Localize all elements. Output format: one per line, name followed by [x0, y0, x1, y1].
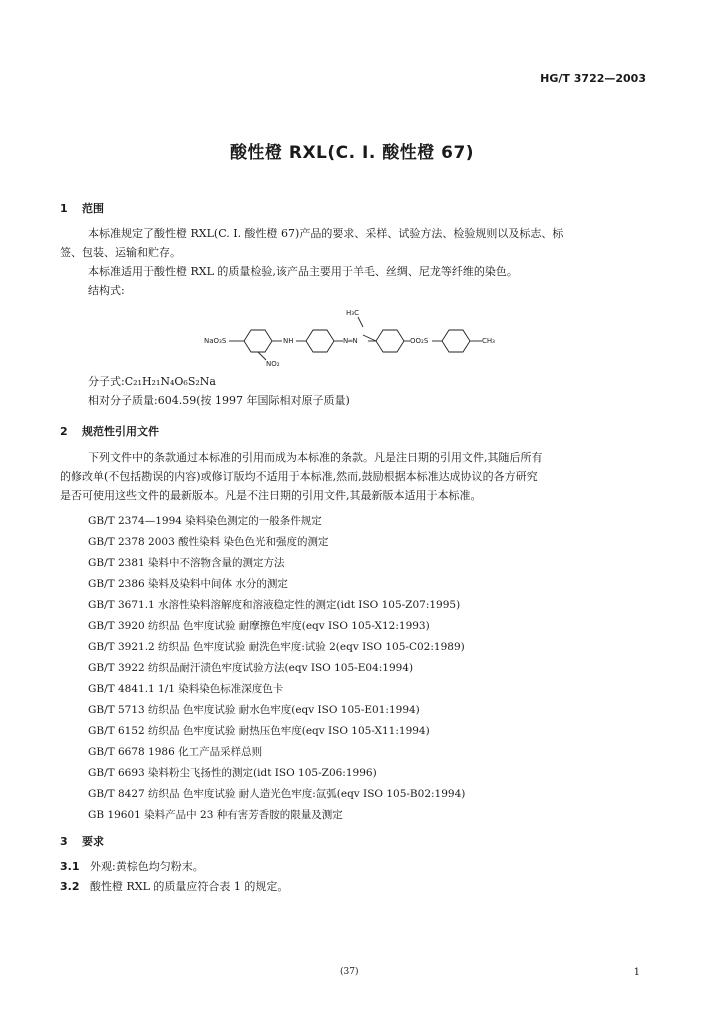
references-intro-line-2: 的修改单(不包括勘误的内容)或修订版均不适用于本标准,然而,鼓励根据本标准达成协议的各方研究: [60, 470, 538, 483]
requirement-item: 3.1 外观:黄棕色均匀粉末。: [60, 860, 204, 873]
scope-paragraph-1: 本标准规定了酸性橙 RXL(C. I. 酸性橙 67)产品的要求、采样、试验方法、检验规则以及标志、标: [88, 227, 564, 240]
structure-label: 结构式:: [88, 284, 125, 297]
reference-item: GB/T 4841.1 1/1 染料染色标准深度色卡: [88, 683, 284, 695]
benzene-ring-3: [376, 330, 404, 352]
no2-label: NO₂: [266, 360, 280, 368]
reference-item: GB/T 3921.2 纺织品 色牢度试验 耐洗色牢度:试验 2(eqv ISO 105-C02:1989): [88, 641, 465, 653]
molecular-mass: 相对分子质量:604.59(按 1997 年国际相对原子质量): [88, 394, 350, 407]
references-intro-line-3: 是否可使用这些文件的最新版本。凡是不注日期的引用文件,其最新版本适用于本标准。: [60, 489, 482, 502]
scope-paragraph-1-cont: 签、包装、运输和贮存。: [60, 246, 181, 259]
section-3-heading: 3 要求: [60, 835, 104, 848]
azo-label: N═N: [343, 337, 358, 345]
benzene-ring-1: [244, 330, 272, 352]
reference-item: GB/T 2374—1994 染料染色测定的一般条件规定: [88, 515, 322, 527]
reference-item: GB/T 2378 2003 酸性染料 染色色光和强度的测定: [88, 536, 329, 548]
page-title: 酸性橙 RXL(C. I. 酸性橙 67): [229, 143, 475, 163]
section-2-heading: 2 规范性引用文件: [60, 425, 159, 438]
nh-label: NH: [283, 337, 294, 345]
page-number: 1: [633, 967, 640, 978]
reference-item: GB/T 6693 染料粉尘飞扬性的测定(idt ISO 105-Z06:1996): [88, 767, 377, 779]
requirement-item: 3.2 酸性橙 RXL 的质量应符合表 1 的规定。: [60, 880, 289, 893]
reference-item: GB/T 8427 纺织品 色牢度试验 耐人造光色牢度:氙弧(eqv ISO 105-B02:1994): [88, 788, 466, 800]
structural-formula: [200, 305, 520, 370]
reference-item: GB/T 6152 纺织品 色牢度试验 耐热压色牢度(eqv ISO 105-X11:1994): [88, 725, 430, 737]
reference-item: GB/T 5713 纺织品 色牢度试验 耐水色牢度(eqv ISO 105-E01:1994): [88, 704, 420, 716]
reference-item: GB/T 6678 1986 化工产品采样总则: [88, 746, 263, 758]
molecular-formula: 分子式:C₂₁H₂₁N₄O₆S₂Na: [88, 375, 216, 388]
naso3-label: NaO₃S: [204, 337, 227, 345]
reference-item: GB/T 2381 染料中不溶物含量的测定方法: [88, 557, 285, 569]
reference-item: GB/T 3922 纺织品耐汗渍色牢度试验方法(eqv ISO 105-E04:1994): [88, 662, 414, 674]
benzene-ring-2: [306, 330, 334, 352]
footer-page-code: (37): [340, 967, 359, 977]
references-intro-line-1: 下列文件中的条款通过本标准的引用而成为本标准的条款。凡是注日期的引用文件,其随后所有: [88, 451, 543, 464]
reference-item: GB 19601 染料产品中 23 种有害芳香胺的限量及测定: [88, 809, 343, 821]
h3c-label: H₃C: [346, 309, 359, 317]
section-1-heading: 1 范围: [60, 202, 104, 215]
standard-number: HG/T 3722—2003: [540, 72, 646, 85]
scope-paragraph-2: 本标准适用于酸性橙 RXL 的质量检验,该产品主要用于羊毛、丝绸、尼龙等纤维的染色。: [88, 265, 518, 278]
reference-item: GB/T 3671.1 水溶性染料溶解度和溶液稳定性的测定(idt ISO 105-Z07:1995): [88, 599, 461, 611]
reference-item: GB/T 3920 纺织品 色牢度试验 耐摩擦色牢度(eqv ISO 105-X12:1993): [88, 620, 430, 632]
reference-item: GB/T 2386 染料及染料中间体 水分的测定: [88, 578, 288, 590]
sulfonate-ester-label: OO₂S: [410, 337, 429, 345]
ch3-label: CH₃: [482, 337, 495, 345]
benzene-ring-4: [442, 330, 470, 352]
